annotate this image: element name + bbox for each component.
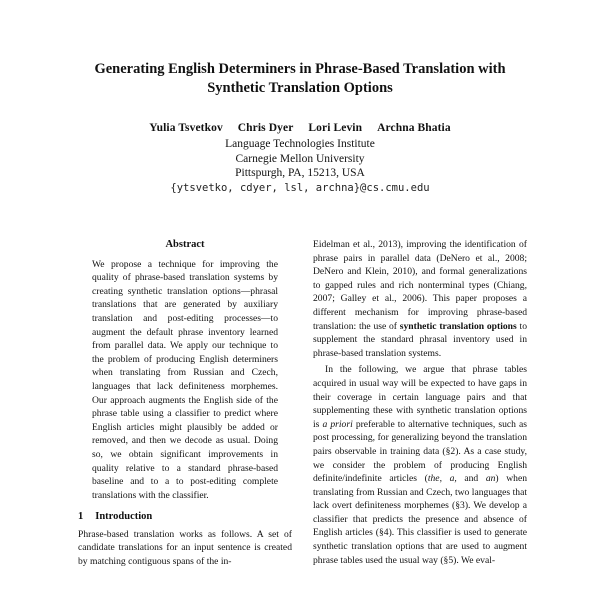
paper-title bbox=[60, 60, 540, 98]
author-name: Chris Dyer bbox=[237, 122, 294, 134]
section-number: 1 bbox=[78, 511, 84, 523]
body-paragraph: In the following, we argue that phrase tables acquired in usual way will be expected to have gaps in their coverage in certain language pairs and that supplementing these with synthetic translation options is a priori preferable to alternative techniques, such as post processing, for generalizing beyond the translation pairs observable in training data (§2). As a case study, we consider the problem of producing English definite/indefinite articles (the, a, and an) when translating from Russian and Czech, two languages that lack overt definiteness morphemes (§3). We develop a classifier that predicts the presence and absence of English articles (§4). This classifier is used to generate synthetic translation options that are used to augment phrase tables used the usual way (§5). We eval- bbox=[313, 364, 528, 566]
emphasis-italic: a priori bbox=[322, 418, 353, 430]
affiliation-line: Carnegie Mellon University bbox=[235, 152, 365, 165]
section-heading-introduction bbox=[78, 510, 292, 524]
author-name: Lori Levin bbox=[308, 122, 363, 134]
emphasis-bold: synthetic translation options bbox=[399, 320, 517, 332]
right-column bbox=[313, 238, 527, 567]
author-list bbox=[60, 122, 540, 134]
abstract-text: We propose a technique for improving the quality of phrase-based translation systems by creating synthetic translation options—phrasal translations that are generated by auxiliary translation and post-editing processes—to augment the default phrase inventory learned from parallel data. We apply our technique to the problem of producing English determiners when translating from Russian and Czech, languages that lack definiteness morphemes. Our approach augments the English side of the phrase table using a classifier to predict where English articles might plausibly be added or removed, and then we decode as usual. Doing so, we obtain significant improvements in quality relative to a standard phrase-based baseline and to a to post-editing complete translations with the classifier. bbox=[92, 258, 278, 501]
emphasis-italic: an bbox=[485, 473, 496, 485]
section-title: Introduction bbox=[95, 511, 153, 523]
author-name: Archna Bhatia bbox=[377, 122, 451, 134]
intro-paragraph: Phrase-based translation works as follows. A set of candidate translations for an input sentence is created by matching contiguous spans of the in- bbox=[78, 528, 292, 568]
title-line-1: Generating English Determiners in Phrase-Based Translation with bbox=[94, 61, 506, 77]
emphasis-italic: the, a, bbox=[427, 473, 457, 485]
affiliation-line: Pittspurgh, PA, 15213, USA bbox=[235, 167, 365, 179]
left-column bbox=[78, 238, 292, 569]
title-line-2: Synthetic Translation Options bbox=[207, 80, 393, 96]
body-paragraph: Eidelman et al., 2013), improving the identification of phrase pairs in parallel data (DeNero et al., 2008; DeNero and Klein, 2010), and formal generalizations to gapped rules and rich nonterminal types (Chiang, 2007; Galley et al., 2006). This paper proposes a different mechanism for improving phrase-based translation: the use of synthetic translation options to supplement the standard phrasal inventory used in phrase-based translation systems. bbox=[313, 239, 527, 359]
affiliation-block bbox=[60, 137, 540, 195]
author-name: Yulia Tsvetkov bbox=[149, 122, 223, 134]
affiliation-line: Language Technologies Institute bbox=[225, 138, 375, 150]
author-email: {ytsvetko, cdyer, lsl, archna}@cs.cmu.edu bbox=[170, 181, 430, 194]
abstract-heading: Abstract bbox=[165, 239, 205, 250]
